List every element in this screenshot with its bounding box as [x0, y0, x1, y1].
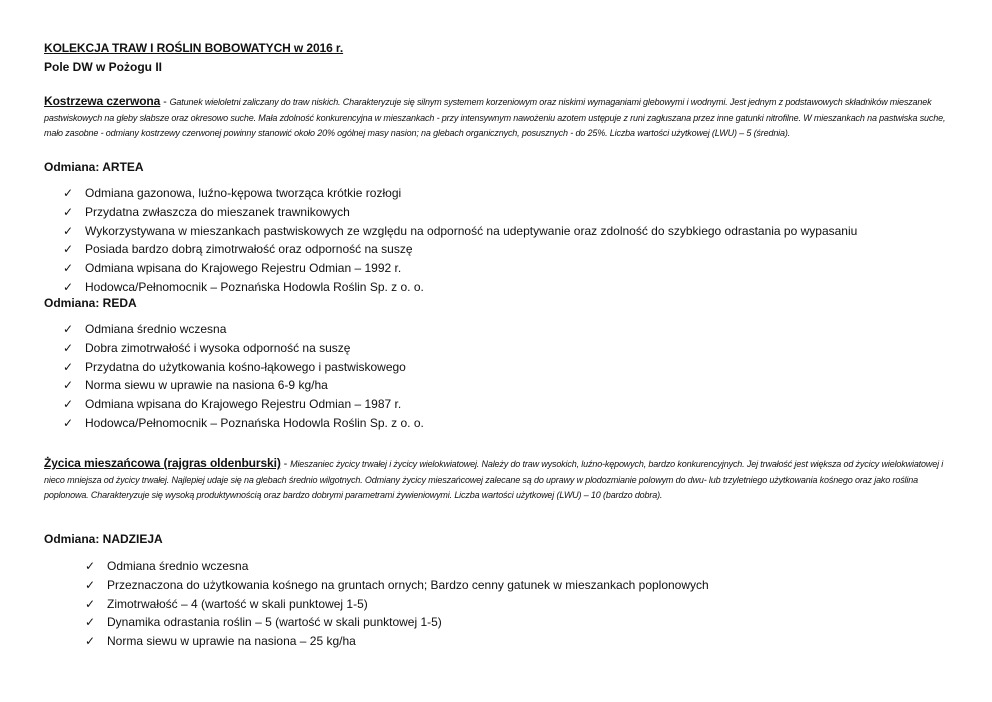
list-item	[63, 320, 424, 339]
variety-list-reda	[63, 320, 424, 433]
list-item-text: Dobra zimotrwałość i wysoka odporność na suszę	[85, 340, 351, 355]
list-item	[85, 557, 709, 576]
list-item-text: Przydatna do użytkowania kośno-łąkowego i pastwiskowego	[85, 359, 406, 374]
list-item-text: Odmiana wpisana do Krajowego Rejestru Odmian – 1987 r.	[85, 397, 402, 412]
checkmark-icon: ✓	[63, 378, 74, 393]
checkmark-icon: ✓	[85, 615, 96, 630]
checkmark-icon: ✓	[63, 415, 74, 430]
list-item	[63, 203, 857, 222]
checkmark-icon: ✓	[63, 223, 74, 238]
list-item	[63, 184, 857, 203]
checkmark-icon: ✓	[85, 596, 96, 611]
list-item	[63, 259, 857, 278]
species-description-kostrzewa: Gatunek wieloletni zaliczany do traw niskich. Charakteryzuje się silnym systemem korzeniowym oraz niskimi wymaganiami glebowymi i wodnymi. Jest jednym z podstawowych składników mieszanek pastwiskowych na gleby słabsze oraz okresowo suche. Mała zdolność konkurencyjna w mieszankach - przy intensywnym nawożeniu azotem ustępuje z runi zagłuszana przez inne gatunki nitrofilne. W mieszankach na pastwiska suche, mało zasobne - odmiany kostrzewy czerwonej powinny stanowić około 20% ogólnej masy nasion; na glebach organicznych, posusznych - do 25%. Liczba wartości użytkowej (LWU) – 5 (średnia).	[44, 97, 946, 138]
variety-label-artea: Odmiana: ARTEA	[44, 160, 144, 174]
section-zycica-description	[44, 456, 950, 504]
checkmark-icon: ✓	[85, 634, 96, 649]
species-name-zycica: Życica mieszańcowa (rajgras oldenburski)	[44, 456, 281, 470]
list-item	[63, 395, 424, 414]
list-item-text: Przeznaczona do użytkowania kośnego na gruntach ornych; Bardzo cenny gatunek w mieszankach poplonowych	[107, 577, 709, 592]
list-item-text: Zimotrwałość – 4 (wartość w skali punktowej 1-5)	[107, 596, 368, 611]
list-item-text: Odmiana gazonowa, luźno-kępowa tworząca krótkie rozłogi	[85, 186, 402, 200]
list-item-text: Dynamika odrastania roślin – 5 (wartość w skali punktowej 1-5)	[107, 615, 442, 630]
checkmark-icon: ✓	[63, 322, 74, 336]
list-item	[63, 414, 424, 433]
checkmark-icon: ✓	[85, 559, 96, 573]
species-name-kostrzewa: Kostrzewa czerwona	[44, 94, 161, 108]
list-item-text: Odmiana średnio wczesna	[85, 322, 227, 336]
variety-list-nadzieja	[85, 557, 709, 651]
list-item	[85, 632, 709, 651]
list-item-text: Hodowca/Pełnomocnik – Poznańska Hodowla Roślin Sp. z o. o.	[85, 415, 424, 430]
list-item	[63, 358, 424, 377]
checkmark-icon: ✓	[63, 204, 74, 219]
checkmark-icon: ✓	[85, 577, 96, 592]
checkmark-icon: ✓	[63, 279, 74, 294]
list-item	[85, 595, 709, 614]
checkmark-icon: ✓	[63, 397, 74, 412]
checkmark-icon: ✓	[63, 340, 74, 355]
list-item-text: Norma siewu w uprawie na nasiona 6-9 kg/ha	[85, 378, 328, 393]
checkmark-icon: ✓	[63, 261, 74, 276]
list-item-text: Hodowca/Pełnomocnik – Poznańska Hodowla Roślin Sp. z o. o.	[85, 279, 424, 294]
checkmark-icon: ✓	[63, 242, 74, 257]
list-item-text: Posiada bardzo dobrą zimotrwałość oraz odporność na suszę	[85, 242, 413, 257]
species-dash: -	[160, 96, 170, 108]
list-item-text: Przydatna zwłaszcza do mieszanek trawnikowych	[85, 204, 350, 219]
species-dash: -	[280, 458, 291, 470]
list-item	[63, 278, 857, 297]
list-item-text: Odmiana wpisana do Krajowego Rejestru Odmian – 1992 r.	[85, 261, 402, 276]
document-subtitle: Pole DW w Pożogu II	[44, 60, 162, 74]
checkmark-icon: ✓	[63, 186, 74, 200]
section-kostrzewa-description	[44, 94, 950, 142]
list-item	[85, 613, 709, 632]
checkmark-icon: ✓	[63, 359, 74, 374]
document-title: KOLEKCJA TRAW I ROŚLIN BOBOWATYCH w 2016 r.	[44, 41, 344, 55]
list-item	[63, 376, 424, 395]
list-item-text: Odmiana średnio wczesna	[107, 559, 249, 573]
list-item-text: Norma siewu w uprawie na nasiona – 25 kg/ha	[107, 634, 356, 649]
list-item	[63, 240, 857, 259]
variety-label-reda: Odmiana: REDA	[44, 296, 137, 310]
species-description-zycica: Mieszaniec życicy trwałej i życicy wielokwiatowej. Należy do traw wysokich, luźno-kępowych, bardzo konkurencyjnych. Jej trwałość jest większa od życicy wielokwiatowej i nieco mniejsza od życicy trwałej. Najlepiej udaje się na glebach średnio wilgotnych. Odmiany życicy mieszańcowej zalecane są do uprawy w plodozmianie polowym do dwu- lub trzyletniego użytkowania kośnego oraz jako roślina poplonowa. Charakteryzuje się wysoką produktywnością oraz bardzo dobrymi parametrami żywieniowymi. Liczba wartości użytkowej (LWU) – 10 (bardzo dobra).	[44, 459, 944, 500]
list-item	[85, 576, 709, 595]
variety-label-nadzieja: Odmiana: NADZIEJA	[44, 532, 163, 546]
list-item	[63, 222, 857, 241]
variety-list-artea	[63, 184, 857, 297]
list-item-text: Wykorzystywana w mieszankach pastwiskowych ze względu na odporność na udeptywanie oraz zdolność do szybkiego odrastania po wypasaniu	[85, 223, 858, 238]
list-item	[63, 339, 424, 358]
